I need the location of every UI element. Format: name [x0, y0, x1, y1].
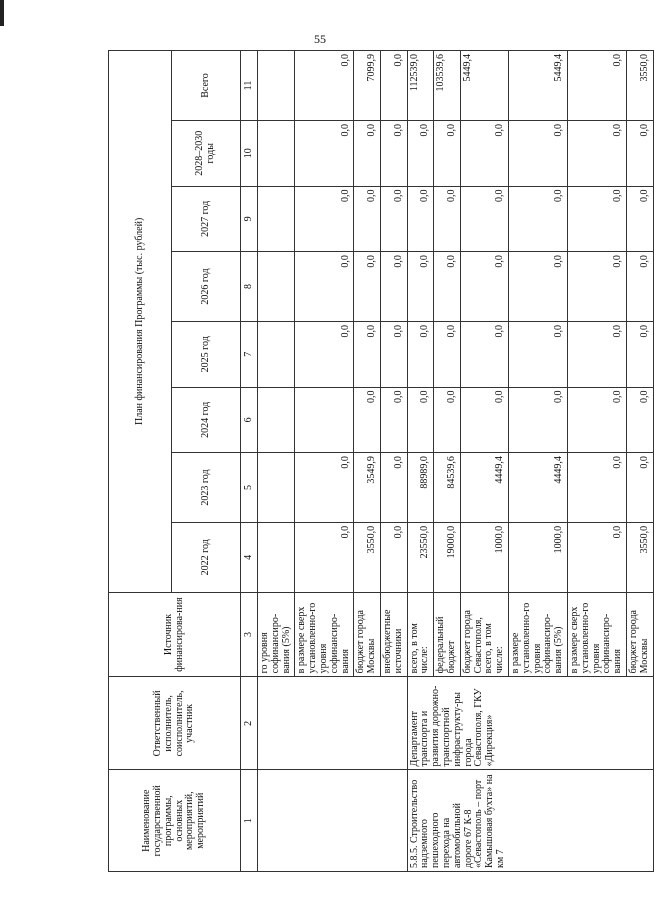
value-cell: 0,0: [295, 51, 354, 121]
value-cell: 0,0: [380, 120, 407, 186]
value-cell: 0,0: [567, 321, 626, 387]
value-cell: 0,0: [508, 321, 567, 387]
value-cell: 0,0: [626, 186, 653, 252]
funding-source-cell: го уровня софинансиро-вания (5%): [258, 592, 295, 677]
rotated-table-container: [108, 50, 650, 872]
value-cell: [258, 186, 295, 252]
scan-edge-mark: [0, 0, 4, 26]
value-cell: 0,0: [567, 186, 626, 252]
value-cell: 88989,0: [407, 453, 434, 523]
value-cell: 0,0: [460, 387, 508, 453]
funding-source-cell: внебюджетные источники: [380, 592, 407, 677]
column-index: 11: [241, 51, 258, 121]
prev-activity-name-cell: [258, 770, 408, 872]
column-index: 9: [241, 186, 258, 252]
value-cell: [258, 51, 295, 121]
funding-source-cell: федеральный бюджет: [434, 592, 461, 677]
column-index: 2: [241, 677, 258, 770]
value-cell: 0,0: [434, 321, 461, 387]
value-cell: [258, 120, 295, 186]
value-cell: 0,0: [380, 321, 407, 387]
header-year: 2023 год: [172, 453, 241, 523]
value-cell: 4449,4: [460, 453, 508, 523]
column-index-row: [241, 51, 258, 872]
value-cell: 0,0: [380, 522, 407, 592]
value-cell: 0,0: [354, 321, 381, 387]
value-cell: 5449,4: [460, 51, 508, 121]
header-source: Источник финансирова-ния: [109, 592, 241, 677]
header-year: 2026 год: [172, 252, 241, 322]
value-cell: 0,0: [295, 453, 354, 523]
value-cell: 0,0: [508, 186, 567, 252]
activity-executor-cell: Департамент транспорта и развития дорожно-транспортной инфраструкту-ры города Севастополя, ГКУ «Дирекция»: [407, 677, 653, 770]
column-index: 3: [241, 592, 258, 677]
header-year: 2024 год: [172, 387, 241, 453]
column-index: 6: [241, 387, 258, 453]
value-cell: 1000,0: [460, 522, 508, 592]
value-cell: 0,0: [460, 120, 508, 186]
value-cell: 0,0: [380, 453, 407, 523]
value-cell: 0,0: [434, 387, 461, 453]
value-cell: 0,0: [567, 522, 626, 592]
value-cell: 0,0: [508, 252, 567, 322]
value-cell: 112539,0: [407, 51, 434, 121]
value-cell: 0,0: [567, 120, 626, 186]
value-cell: 7099,9: [354, 51, 381, 121]
value-cell: 0,0: [295, 321, 354, 387]
header-total: Всего: [172, 51, 241, 121]
value-cell: 0,0: [626, 120, 653, 186]
value-cell: 103539,6: [434, 51, 461, 121]
value-cell: 0,0: [460, 321, 508, 387]
value-cell: 0,0: [354, 252, 381, 322]
table-row: [407, 51, 434, 872]
column-index: 5: [241, 453, 258, 523]
value-cell: 0,0: [460, 186, 508, 252]
header-year: 2027 год: [172, 186, 241, 252]
value-cell: 0,0: [567, 387, 626, 453]
value-cell: [295, 387, 354, 453]
header-name: Наименование государственной программы, основных мероприятий, мероприятий: [109, 770, 241, 872]
value-cell: 0,0: [295, 186, 354, 252]
funding-source-cell: всего, в том числе:: [407, 592, 434, 677]
funding-source-cell: в размере сверх установленно-го уровня софинансиро-вания: [567, 592, 626, 677]
value-cell: 0,0: [508, 120, 567, 186]
value-cell: 0,0: [626, 387, 653, 453]
value-cell: 0,0: [295, 120, 354, 186]
value-cell: 0,0: [434, 120, 461, 186]
funding-source-cell: в размере сверх установленно-го уровня софинансиро-вания: [295, 592, 354, 677]
header-year: 2028–2030 годы: [172, 120, 241, 186]
value-cell: 23550,0: [407, 522, 434, 592]
value-cell: 0,0: [380, 186, 407, 252]
page-number: 55: [314, 32, 326, 46]
value-cell: 0,0: [626, 453, 653, 523]
column-index: 1: [241, 770, 258, 872]
value-cell: 3550,0: [626, 522, 653, 592]
funding-source-cell: бюджет города Севастополя, всего, в том числе:: [460, 592, 508, 677]
value-cell: 1000,0: [508, 522, 567, 592]
funding-source-cell: бюджет города Москвы: [354, 592, 381, 677]
value-cell: 0,0: [295, 252, 354, 322]
value-cell: 0,0: [567, 453, 626, 523]
value-cell: 0,0: [567, 51, 626, 121]
value-cell: 0,0: [407, 186, 434, 252]
value-cell: 0,0: [407, 387, 434, 453]
value-cell: 0,0: [626, 321, 653, 387]
value-cell: 3549,9: [354, 453, 381, 523]
column-index: 4: [241, 522, 258, 592]
column-index: 8: [241, 252, 258, 322]
header-executor: Ответственный исполнитель, соисполнитель, участник: [109, 677, 241, 770]
table-row: [258, 51, 295, 872]
value-cell: 0,0: [434, 252, 461, 322]
value-cell: 3550,0: [626, 51, 653, 121]
prev-activity-executor-cell: [258, 677, 408, 770]
value-cell: [258, 387, 295, 453]
value-cell: 0,0: [626, 252, 653, 322]
column-index: 10: [241, 120, 258, 186]
value-cell: 0,0: [295, 522, 354, 592]
value-cell: 0,0: [354, 387, 381, 453]
value-cell: 0,0: [380, 252, 407, 322]
value-cell: 3550,0: [354, 522, 381, 592]
value-cell: 0,0: [407, 120, 434, 186]
value-cell: [258, 522, 295, 592]
value-cell: 0,0: [380, 51, 407, 121]
value-cell: 4449,4: [508, 453, 567, 523]
value-cell: 0,0: [354, 186, 381, 252]
activity-name-cell: 5.8.5. Строительство надземного пешеходного перехода на автомобильной дороге 67 К-8 «Севастополь – порт Камышовая бухта» на км 7: [407, 770, 653, 872]
value-cell: [258, 321, 295, 387]
value-cell: 19000,0: [434, 522, 461, 592]
value-cell: 0,0: [434, 186, 461, 252]
header-year: 2022 год: [172, 522, 241, 592]
funding-source-cell: бюджет города Москвы: [626, 592, 653, 677]
value-cell: [258, 252, 295, 322]
value-cell: 0,0: [567, 252, 626, 322]
value-cell: [258, 453, 295, 523]
value-cell: 5449,4: [508, 51, 567, 121]
header-plan: План финансирования Программы (тыс. рублей): [109, 51, 172, 593]
column-index: 7: [241, 321, 258, 387]
header-row: [109, 51, 172, 872]
value-cell: 0,0: [354, 120, 381, 186]
funding-source-cell: в размере установленно-го уровня софинансиро-вания (5%): [508, 592, 567, 677]
header-year: 2025 год: [172, 321, 241, 387]
value-cell: 0,0: [407, 252, 434, 322]
value-cell: 0,0: [460, 252, 508, 322]
value-cell: 0,0: [508, 387, 567, 453]
financing-table: [108, 50, 654, 872]
value-cell: 0,0: [407, 321, 434, 387]
value-cell: 0,0: [380, 387, 407, 453]
value-cell: 84539,6: [434, 453, 461, 523]
